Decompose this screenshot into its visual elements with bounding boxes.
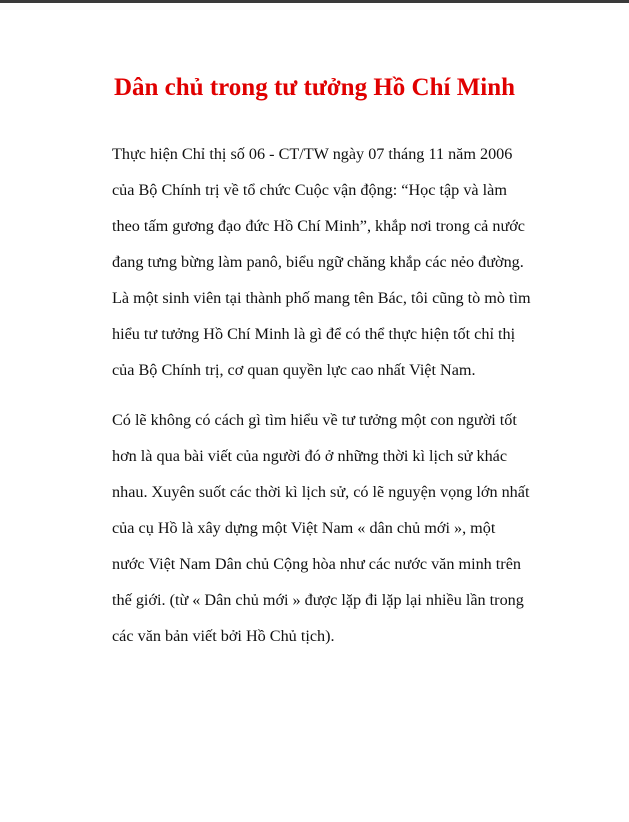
text-line: hiểu tư tưởng Hồ Chí Minh là gì để có thể thực hiện tốt chỉ thị xyxy=(112,325,516,343)
document-body xyxy=(112,136,532,654)
text-line: hơn là qua bài viết của người đó ở những thời kì lịch sử khác xyxy=(112,447,508,465)
text-line: các văn bản viết bởi Hồ Chủ tịch). xyxy=(112,627,335,645)
paragraph-spacer xyxy=(112,388,532,402)
text-line: theo tấm gương đạo đức Hồ Chí Minh”, khắp nơi trong cả nước xyxy=(112,217,525,235)
text-line: nước Việt Nam Dân chủ Cộng hòa như các nước văn minh trên xyxy=(112,555,521,573)
document-page xyxy=(0,3,629,822)
text-line: của Bộ Chính trị, cơ quan quyền lực cao nhất Việt Nam. xyxy=(112,361,476,379)
text-line: của Bộ Chính trị về tổ chức Cuộc vận động: “Học tập và làm xyxy=(112,181,507,199)
paragraph-1 xyxy=(112,136,532,388)
text-line: thế giới. (từ « Dân chủ mới » được lặp đi lặp lại nhiều lần trong xyxy=(112,591,524,609)
text-line: nhau. Xuyên suốt các thời kì lịch sử, có lẽ nguyện vọng lớn nhất xyxy=(112,483,530,501)
text-line: đang tưng bừng làm panô, biểu ngữ chăng khắp các nẻo đường. xyxy=(112,253,524,271)
paragraph-2 xyxy=(112,402,532,654)
text-line: Là một sinh viên tại thành phố mang tên Bác, tôi cũng tò mò tìm xyxy=(112,289,531,307)
text-line: Có lẽ không có cách gì tìm hiểu về tư tưởng một con người tốt xyxy=(112,411,517,429)
text-line: Thực hiện Chỉ thị số 06 - CT/TW ngày 07 tháng 11 năm 2006 xyxy=(112,145,513,163)
text-line: của cụ Hồ là xây dựng một Việt Nam « dân chủ mới », một xyxy=(112,519,496,537)
document-title: Dân chủ trong tư tưởng Hồ Chí Minh xyxy=(113,74,516,101)
